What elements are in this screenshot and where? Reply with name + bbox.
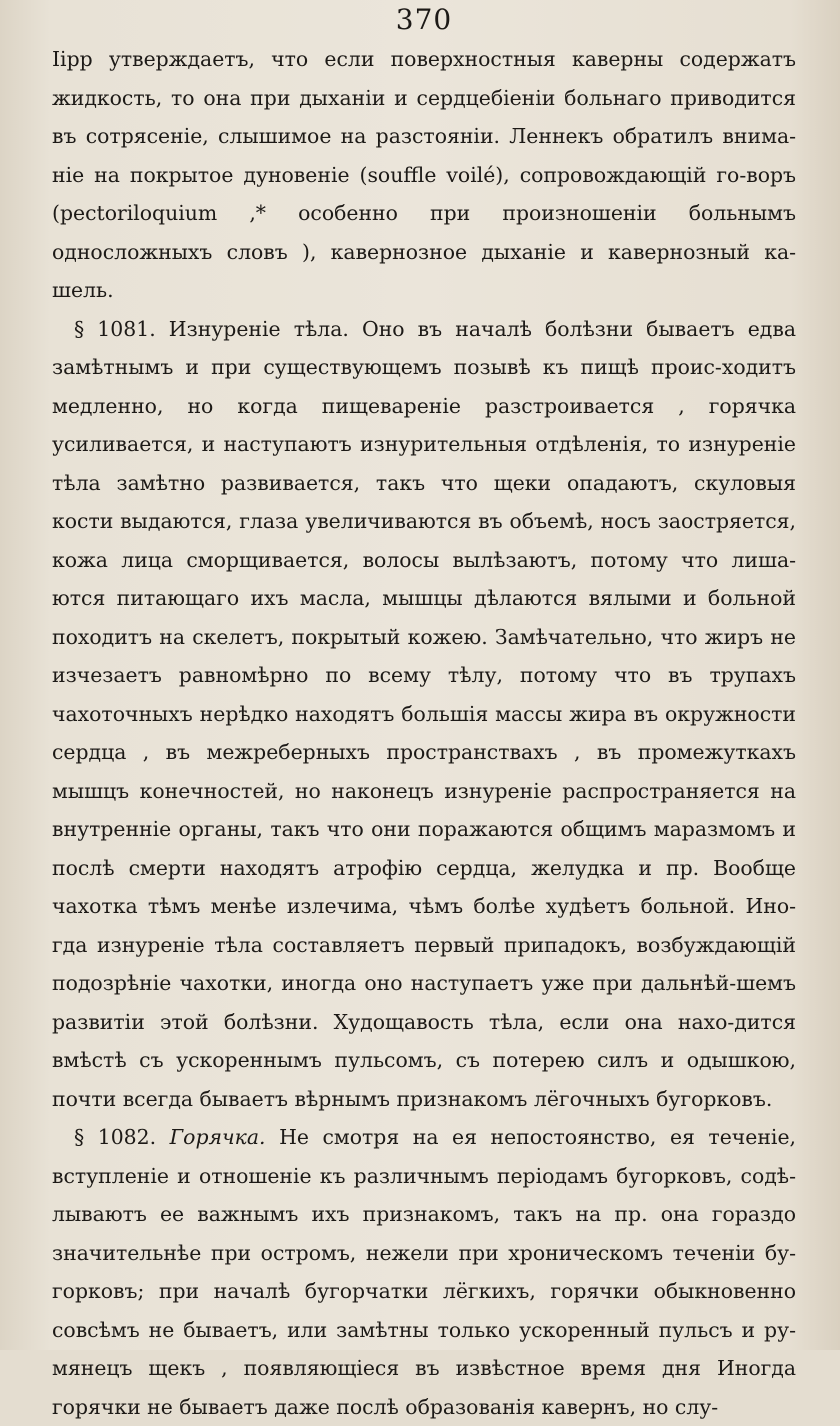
paragraph-section-1081 [52,310,796,1119]
paragraph-text: Не смотря на ея непостоянство, ея теченіе, вступленіе и отношеніе къ различнымъ періодамъ бугорковъ, содѣ-лываютъ ее важнымъ ихъ признакомъ, такъ на пр. она гораздо значительнѣе при остромъ, нежели при хроническомъ теченіи бу-горковъ; при началѣ бугорчатки лёгкихъ, горячки обыкновенно совсѣмъ не бываетъ, или замѣтны только ускоренный пульсъ и ру-мянецъ щекъ , появляющіеся въ извѣстное время дня Иногда горячки не бываетъ даже послѣ образованія кавернъ, но слу- [52,1125,796,1419]
section-number: § 1082. [74,1125,157,1149]
section-title: Горячка. [169,1125,266,1149]
section-title: Изнуреніе тѣла. [168,316,349,341]
paragraph-continuation [52,40,796,310]
page-number: 370 [395,3,453,36]
page-body [52,40,796,1426]
section-number: § 1081. [74,316,156,341]
paragraph-section-1082 [52,1118,796,1426]
paragraph-text: Оно въ началѣ болѣзни бываетъ едва замѣтнымъ и при существующемъ позывѣ къ пищѣ проис-ходитъ медленно, но когда пищевареніе разстроивается , горячка усиливается, и наступаютъ изнурительныя отдѣленія, то изнуреніе тѣла замѣтно развивается, такъ что щеки опадаютъ, скуловыя кости выдаются, глаза увеличиваются въ объемѣ, носъ заостряется, кожа лица сморщивается, волосы вылѣзаютъ, потому что лиша-ются питающаго ихъ масла, мышцы дѣлаются вялыми и больной походитъ на скелетъ, покрытый кожею. Замѣчательно, что жиръ не изчезаетъ равномѣрно по всему тѣлу, потому что въ трупахъ чахоточныхъ нерѣдко находятъ большія массы жира въ окружности сердца , въ межреберныхъ пространствахъ , въ промежуткахъ мышцъ конечностей, но наконецъ изнуреніе распространяется на внутренніе органы, такъ что они поражаются общимъ маразмомъ и послѣ смерти находятъ атрофію сердца, желудка и пр. Вообще чахотка тѣмъ менѣе излечима, чѣмъ болѣе худѣетъ больной. Ино-гда изнуреніе тѣла составляетъ первый припадокъ, возбуждающій подозрѣніе чахотки, иногда оно наступаетъ уже при дальнѣй-шемъ развитіи этой болѣзни. Худощавость тѣла, если она нахо-дится вмѣстѣ съ ускореннымъ пульсомъ, съ потерею силъ и одышкою, почти всегда бываетъ вѣрнымъ признакомъ лёгочныхъ бугорковъ. [52,316,797,1111]
paragraph-text: Iipp утверждаетъ, что если поверхностныя каверны содержатъ жидкость, то она при дыханіи и сердцебіеніи больнаго приводится въ сотрясеніе, слышимое на разстояніи. Леннекъ обратилъ внима-ніе на покрытое дуновеніе (souffle voilé), сопровождающій го-воръ (pectoriloquium ,* особенно при произношеніи больнымъ односложныхъ словъ ), кавернозное дыханіе и кавернозный ка-шель. [52,47,796,302]
